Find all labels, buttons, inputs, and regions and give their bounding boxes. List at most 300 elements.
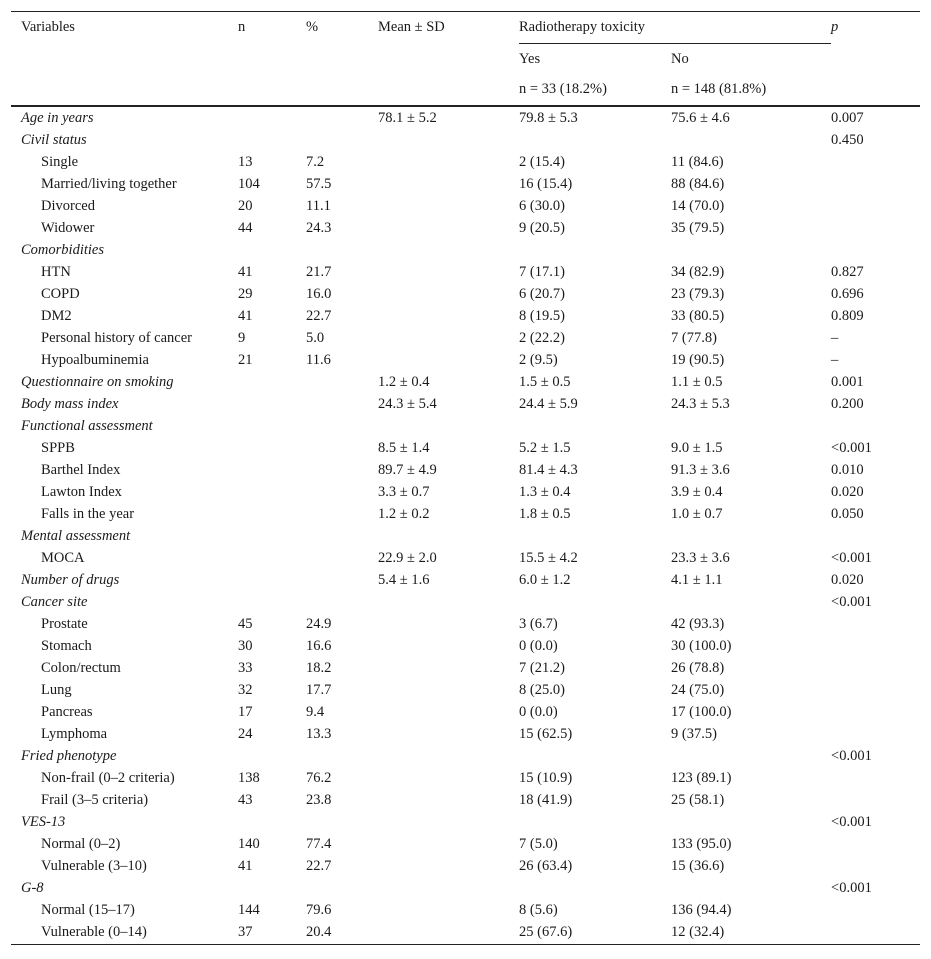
cell-no: 35 (79.5)	[671, 219, 725, 236]
cell-mean	[378, 261, 519, 283]
cell-n: 44	[238, 219, 253, 236]
cell-yes: 15 (10.9)	[519, 769, 573, 786]
cell-mean	[378, 217, 519, 239]
cell-n	[238, 393, 306, 415]
cell-p	[831, 173, 920, 195]
cell-mean	[378, 745, 519, 767]
cell-label: DM2	[41, 307, 72, 324]
cell-pct: 57.5	[306, 175, 332, 192]
cell-yes	[519, 811, 671, 833]
cell-label: Pancreas	[41, 703, 93, 720]
cell-n	[238, 503, 306, 525]
table-row	[11, 503, 920, 525]
cell-label: Colon/rectum	[41, 659, 121, 676]
cell-n: 140	[238, 835, 260, 852]
cell-mean	[378, 283, 519, 305]
cell-no: 30 (100.0)	[671, 637, 732, 654]
cell-pct: 20.4	[306, 921, 378, 945]
cell-label: Hypoalbuminemia	[41, 351, 149, 368]
cell-no: 88 (84.6)	[671, 175, 725, 192]
cell-pct: 77.4	[306, 835, 332, 852]
cell-no: 133 (95.0)	[671, 835, 732, 852]
cell-yes	[519, 877, 671, 899]
cell-pct	[306, 811, 378, 833]
table-row	[11, 129, 920, 151]
cell-p: 0.450	[831, 131, 864, 148]
cell-p	[831, 921, 920, 945]
cell-pct: 23.8	[306, 791, 332, 808]
cell-mean: 3.3 ± 0.7	[378, 483, 430, 500]
cell-label: Lawton Index	[41, 483, 122, 500]
cell-no: 75.6 ± 4.6	[671, 109, 730, 126]
cell-yes: 9 (20.5)	[519, 219, 565, 236]
cell-yes: 6.0 ± 1.2	[519, 571, 571, 588]
cell-pct	[306, 745, 378, 767]
cell-mean	[378, 613, 519, 635]
cell-label: Cancer site	[21, 593, 88, 610]
cell-mean	[378, 679, 519, 701]
header-yes-count: n = 33 (18.2%)	[519, 74, 671, 106]
table-row	[11, 613, 920, 635]
cell-label: Frail (3–5 criteria)	[41, 791, 149, 808]
cell-n: 104	[238, 175, 260, 192]
cell-no	[671, 129, 831, 151]
cell-mean: 22.9 ± 2.0	[378, 549, 437, 566]
cell-n	[238, 106, 306, 129]
cell-yes	[519, 525, 671, 547]
table-row	[11, 591, 920, 613]
table-body	[11, 106, 920, 945]
cell-pct: 24.9	[306, 615, 332, 632]
cell-mean	[378, 525, 519, 547]
cell-p: 0.007	[831, 109, 864, 126]
cell-pct: 11.1	[306, 197, 331, 214]
cell-mean	[378, 789, 519, 811]
cell-pct	[306, 459, 378, 481]
cell-yes: 1.3 ± 0.4	[519, 483, 571, 500]
cell-no: 19 (90.5)	[671, 351, 725, 368]
cell-pct: 9.4	[306, 703, 325, 720]
cell-mean: 8.5 ± 1.4	[378, 439, 430, 456]
cell-mean	[378, 305, 519, 327]
cell-p	[831, 833, 920, 855]
table-row	[11, 767, 920, 789]
cell-n: 32	[238, 681, 253, 698]
cell-n: 24	[238, 725, 253, 742]
cell-no: 24 (75.0)	[671, 681, 725, 698]
cell-p: 0.200	[831, 395, 864, 412]
cell-n	[238, 547, 306, 569]
cell-mean: 89.7 ± 4.9	[378, 461, 437, 478]
cell-mean	[378, 415, 519, 437]
cell-mean	[378, 591, 519, 613]
cell-n: 41	[238, 263, 253, 280]
table-row	[11, 855, 920, 877]
table-row	[11, 877, 920, 899]
cell-no: 3.9 ± 0.4	[671, 483, 723, 500]
cell-pct	[306, 503, 378, 525]
cell-yes: 0 (0.0)	[519, 703, 558, 720]
cell-yes: 3 (6.7)	[519, 615, 558, 632]
table-row	[11, 679, 920, 701]
header-variables: Variables	[11, 12, 238, 44]
cell-mean: 78.1 ± 5.2	[378, 109, 437, 126]
cell-p	[831, 195, 920, 217]
cell-yes: 0 (0.0)	[519, 637, 558, 654]
cell-label: Single	[41, 153, 79, 170]
cell-no: 14 (70.0)	[671, 197, 725, 214]
cell-p: <0.001	[831, 439, 872, 456]
cell-p	[831, 635, 920, 657]
cell-pct	[306, 591, 378, 613]
cell-label: Falls in the year	[41, 505, 135, 522]
cell-pct: 18.2	[306, 659, 332, 676]
header-p-value: p	[831, 12, 920, 44]
cell-no: 26 (78.8)	[671, 659, 725, 676]
cell-yes: 1.8 ± 0.5	[519, 505, 571, 522]
cell-mean: 1.2 ± 0.2	[378, 505, 430, 522]
cell-mean	[378, 327, 519, 349]
cell-mean: 5.4 ± 1.6	[378, 571, 430, 588]
cell-mean	[378, 657, 519, 679]
cell-yes	[519, 415, 671, 437]
cell-no: 9.0 ± 1.5	[671, 439, 723, 456]
cell-no	[671, 415, 831, 437]
cell-no: 17 (100.0)	[671, 703, 732, 720]
cell-label: Comorbidities	[21, 241, 104, 258]
cell-label: Lung	[41, 681, 72, 698]
cell-no: 12 (32.4)	[671, 921, 831, 945]
cell-yes: 18 (41.9)	[519, 791, 573, 808]
cell-no: 91.3 ± 3.6	[671, 461, 730, 478]
cell-yes: 79.8 ± 5.3	[519, 109, 578, 126]
table-row	[11, 261, 920, 283]
header-percent: %	[306, 12, 378, 44]
cell-mean	[378, 723, 519, 745]
cell-p: <0.001	[831, 813, 872, 830]
cell-p: –	[831, 329, 839, 346]
cell-label: Civil status	[21, 131, 87, 148]
cell-mean	[378, 129, 519, 151]
cell-mean	[378, 173, 519, 195]
cell-pct	[306, 239, 378, 261]
header-radiotherapy-toxicity: Radiotherapy toxicity	[519, 12, 831, 44]
cell-pct: 79.6	[306, 901, 332, 918]
cell-yes	[519, 239, 671, 261]
cell-no: 7 (77.8)	[671, 329, 717, 346]
cell-yes: 15.5 ± 4.2	[519, 549, 578, 566]
cell-label: HTN	[41, 263, 71, 280]
cell-pct: 7.2	[306, 153, 325, 170]
cell-pct	[306, 129, 378, 151]
cell-mean	[378, 921, 519, 945]
cell-p	[831, 613, 920, 635]
cell-no: 15 (36.6)	[671, 857, 725, 874]
cell-label: Married/living together	[41, 175, 177, 192]
cell-label: Number of drugs	[21, 571, 120, 588]
cell-mean: 24.3 ± 5.4	[378, 395, 437, 412]
cell-label: Widower	[41, 219, 95, 236]
cell-no: 4.1 ± 1.1	[671, 571, 723, 588]
cell-pct: 16.0	[306, 285, 332, 302]
cell-p	[831, 415, 920, 437]
cell-no: 1.1 ± 0.5	[671, 373, 723, 390]
cell-label: Mental assessment	[21, 527, 131, 544]
cell-n: 20	[238, 197, 253, 214]
cell-yes: 15 (62.5)	[519, 725, 573, 742]
cell-label: Personal history of cancer	[41, 329, 192, 346]
cell-p: 0.020	[831, 483, 864, 500]
cell-yes: 16 (15.4)	[519, 175, 573, 192]
header-mean-sd: Mean ± SD	[378, 12, 519, 44]
cell-pct	[306, 415, 378, 437]
cell-n: 37	[238, 921, 306, 945]
table-row	[11, 525, 920, 547]
cell-no	[671, 525, 831, 547]
cell-p	[831, 789, 920, 811]
cell-no: 23 (79.3)	[671, 285, 725, 302]
cell-n: 13	[238, 153, 253, 170]
cell-yes: 5.2 ± 1.5	[519, 439, 571, 456]
cell-n	[238, 525, 306, 547]
cell-label: SPPB	[41, 439, 75, 456]
cell-yes: 8 (19.5)	[519, 307, 565, 324]
cell-label: COPD	[41, 285, 80, 302]
cell-p: 0.020	[831, 571, 864, 588]
cell-p	[831, 657, 920, 679]
cell-n	[238, 459, 306, 481]
cell-n	[238, 569, 306, 591]
cell-label: G-8	[21, 879, 44, 896]
cell-n: 9	[238, 329, 246, 346]
cell-no: 123 (89.1)	[671, 769, 732, 786]
cell-pct	[306, 569, 378, 591]
cell-yes: 2 (22.2)	[519, 329, 565, 346]
cell-n: 45	[238, 615, 253, 632]
table-row	[11, 106, 920, 129]
cell-mean	[378, 877, 519, 899]
table-row	[11, 811, 920, 833]
cell-n	[238, 877, 306, 899]
cell-mean	[378, 855, 519, 877]
cell-n: 138	[238, 769, 260, 786]
cell-pct	[306, 525, 378, 547]
table-row	[11, 437, 920, 459]
cell-p	[831, 701, 920, 723]
cell-mean	[378, 151, 519, 173]
cell-mean	[378, 239, 519, 261]
cell-p: 0.827	[831, 263, 864, 280]
table-row	[11, 173, 920, 195]
cell-pct: 11.6	[306, 351, 331, 368]
cell-n: 30	[238, 637, 253, 654]
cell-pct: 21.7	[306, 263, 332, 280]
table-row	[11, 701, 920, 723]
cell-pct	[306, 106, 378, 129]
cell-n	[238, 371, 306, 393]
table-row	[11, 393, 920, 415]
cell-label: Stomach	[41, 637, 92, 654]
table-row	[11, 239, 920, 261]
cell-no	[671, 239, 831, 261]
cell-yes: 7 (5.0)	[519, 835, 558, 852]
cell-pct	[306, 437, 378, 459]
cell-pct: 5.0	[306, 329, 325, 346]
cell-p	[831, 723, 920, 745]
cell-yes: 7 (17.1)	[519, 263, 565, 280]
cell-mean	[378, 833, 519, 855]
cell-no: 136 (94.4)	[671, 901, 732, 918]
cell-n	[238, 745, 306, 767]
table-row	[11, 327, 920, 349]
table-row	[11, 481, 920, 503]
header-no-count: n = 148 (81.8%)	[671, 74, 831, 106]
cell-no	[671, 811, 831, 833]
cell-label: Normal (0–2)	[41, 835, 121, 852]
header-no: No	[671, 51, 689, 67]
cell-pct: 17.7	[306, 681, 332, 698]
cell-mean	[378, 899, 519, 921]
cell-p	[831, 239, 920, 261]
cell-no: 24.3 ± 5.3	[671, 395, 730, 412]
cell-p	[831, 767, 920, 789]
cell-pct: 24.3	[306, 219, 332, 236]
cell-no: 34 (82.9)	[671, 263, 725, 280]
table-row	[11, 899, 920, 921]
cell-yes: 25 (67.6)	[519, 921, 671, 945]
cell-p: <0.001	[831, 549, 872, 566]
cell-n	[238, 129, 306, 151]
table-row	[11, 151, 920, 173]
table-row	[11, 547, 920, 569]
cell-label: MOCA	[41, 549, 85, 566]
cell-p: –	[831, 351, 839, 368]
cell-mean	[378, 767, 519, 789]
cell-yes	[519, 129, 671, 151]
cell-label: Non-frail (0–2 criteria)	[41, 769, 175, 786]
cell-no	[671, 877, 831, 899]
cell-n	[238, 437, 306, 459]
cell-label: Prostate	[41, 615, 88, 632]
cell-n	[238, 481, 306, 503]
cell-pct	[306, 481, 378, 503]
cell-yes: 8 (25.0)	[519, 681, 565, 698]
cell-pct	[306, 547, 378, 569]
table-row	[11, 217, 920, 239]
cell-no: 33 (80.5)	[671, 307, 725, 324]
cell-mean	[378, 635, 519, 657]
cell-no: 42 (93.3)	[671, 615, 725, 632]
cell-label: Fried phenotype	[21, 747, 117, 764]
cell-p: 0.001	[831, 373, 864, 390]
cell-n	[238, 811, 306, 833]
table-row	[11, 789, 920, 811]
cell-n: 17	[238, 703, 253, 720]
table-header	[11, 12, 920, 106]
cell-yes: 24.4 ± 5.9	[519, 395, 578, 412]
table-row	[11, 371, 920, 393]
table-row	[11, 459, 920, 481]
table-row	[11, 921, 920, 945]
cell-label: Vulnerable (0–14)	[11, 921, 238, 945]
cell-n: 41	[238, 307, 253, 324]
cell-p: <0.001	[831, 879, 872, 896]
cell-pct: 22.7	[306, 307, 332, 324]
cell-n: 29	[238, 285, 253, 302]
cell-yes: 26 (63.4)	[519, 857, 573, 874]
cell-p	[831, 855, 920, 877]
cell-label: Lymphoma	[41, 725, 108, 742]
cell-label: Divorced	[41, 197, 95, 214]
cell-label: Normal (15–17)	[41, 901, 135, 918]
table-row	[11, 305, 920, 327]
cell-yes	[519, 591, 671, 613]
cell-p: 0.050	[831, 505, 864, 522]
cell-no: 11 (84.6)	[671, 153, 724, 170]
cell-no: 1.0 ± 0.7	[671, 505, 723, 522]
cell-mean	[378, 701, 519, 723]
cell-p: 0.010	[831, 461, 864, 478]
cell-label: Functional assessment	[21, 417, 153, 434]
table-row	[11, 283, 920, 305]
header-yes: Yes	[519, 51, 541, 67]
cell-label: Age in years	[21, 109, 94, 126]
cell-p	[831, 679, 920, 701]
cell-p	[831, 525, 920, 547]
cell-n: 41	[238, 857, 253, 874]
table-row	[11, 657, 920, 679]
cell-yes: 7 (21.2)	[519, 659, 565, 676]
results-table-container	[11, 11, 920, 945]
cell-pct: 16.6	[306, 637, 332, 654]
cell-n: 43	[238, 791, 253, 808]
radiotherapy-toxicity-table	[11, 11, 920, 945]
cell-label: Barthel Index	[41, 461, 121, 478]
cell-mean	[378, 811, 519, 833]
cell-n: 33	[238, 659, 253, 676]
table-row	[11, 195, 920, 217]
cell-label: Questionnaire on smoking	[21, 373, 174, 390]
cell-p: <0.001	[831, 747, 872, 764]
cell-pct	[306, 393, 378, 415]
cell-pct: 13.3	[306, 725, 332, 742]
cell-yes: 8 (5.6)	[519, 901, 558, 918]
cell-pct: 22.7	[306, 857, 332, 874]
cell-yes	[519, 745, 671, 767]
cell-pct	[306, 877, 378, 899]
cell-p: <0.001	[831, 593, 872, 610]
table-row	[11, 745, 920, 767]
cell-p: 0.809	[831, 307, 864, 324]
cell-p: 0.696	[831, 285, 864, 302]
cell-no: 9 (37.5)	[671, 725, 717, 742]
cell-yes: 6 (30.0)	[519, 197, 565, 214]
cell-label: Vulnerable (3–10)	[41, 857, 147, 874]
table-row	[11, 635, 920, 657]
cell-n	[238, 239, 306, 261]
cell-yes: 6 (20.7)	[519, 285, 565, 302]
cell-yes: 81.4 ± 4.3	[519, 461, 578, 478]
cell-yes: 1.5 ± 0.5	[519, 373, 571, 390]
cell-pct: 76.2	[306, 769, 332, 786]
cell-no: 25 (58.1)	[671, 791, 725, 808]
table-row	[11, 569, 920, 591]
cell-n	[238, 415, 306, 437]
cell-n: 21	[238, 351, 253, 368]
cell-p	[831, 899, 920, 921]
cell-no	[671, 745, 831, 767]
cell-n	[238, 591, 306, 613]
